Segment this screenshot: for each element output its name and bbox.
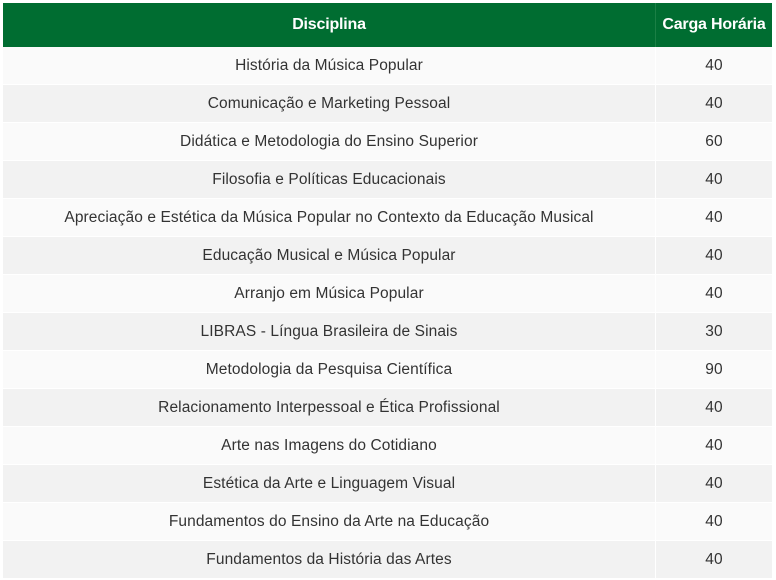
hours-cell: 40 [655, 541, 772, 579]
subject-cell: LIBRAS - Língua Brasileira de Sinais [3, 313, 655, 351]
table-row [3, 199, 772, 237]
hours-cell: 40 [655, 237, 772, 275]
hours-cell: 40 [655, 275, 772, 313]
hours-cell: 40 [655, 85, 772, 123]
curriculum-table-container [3, 3, 772, 579]
subject-cell: Fundamentos do Ensino da Arte na Educação [3, 503, 655, 541]
hours-cell: 40 [655, 503, 772, 541]
table-row [3, 237, 772, 275]
table-row [3, 161, 772, 199]
hours-cell: 90 [655, 351, 772, 389]
table-row [3, 503, 772, 541]
table-row [3, 465, 772, 503]
table-row [3, 389, 772, 427]
header-row [3, 3, 772, 47]
table-row [3, 47, 772, 85]
header-hours: Carga Horária [655, 3, 772, 47]
table-row [3, 541, 772, 579]
hours-cell: 60 [655, 123, 772, 161]
subject-cell: Fundamentos da História das Artes [3, 541, 655, 579]
subject-cell: Estética da Arte e Linguagem Visual [3, 465, 655, 503]
table-row [3, 313, 772, 351]
table-header [3, 3, 772, 47]
hours-cell: 40 [655, 199, 772, 237]
table-row [3, 123, 772, 161]
hours-cell: 40 [655, 427, 772, 465]
hours-cell: 40 [655, 161, 772, 199]
subject-cell: Didática e Metodologia do Ensino Superior [3, 123, 655, 161]
subject-cell: Comunicação e Marketing Pessoal [3, 85, 655, 123]
header-subject: Disciplina [3, 3, 655, 47]
subject-cell: Arte nas Imagens do Cotidiano [3, 427, 655, 465]
table-row [3, 85, 772, 123]
subject-cell: Relacionamento Interpessoal e Ética Profissional [3, 389, 655, 427]
table-row [3, 351, 772, 389]
subject-cell: Filosofia e Políticas Educacionais [3, 161, 655, 199]
hours-cell: 40 [655, 465, 772, 503]
hours-cell: 40 [655, 47, 772, 85]
subject-cell: Apreciação e Estética da Música Popular no Contexto da Educação Musical [3, 199, 655, 237]
hours-cell: 30 [655, 313, 772, 351]
subject-cell: Arranjo em Música Popular [3, 275, 655, 313]
table-body [3, 47, 772, 579]
subject-cell: Metodologia da Pesquisa Científica [3, 351, 655, 389]
table-row [3, 427, 772, 465]
table-row [3, 275, 772, 313]
subject-cell: Educação Musical e Música Popular [3, 237, 655, 275]
curriculum-table [3, 3, 772, 579]
hours-cell: 40 [655, 389, 772, 427]
subject-cell: História da Música Popular [3, 47, 655, 85]
